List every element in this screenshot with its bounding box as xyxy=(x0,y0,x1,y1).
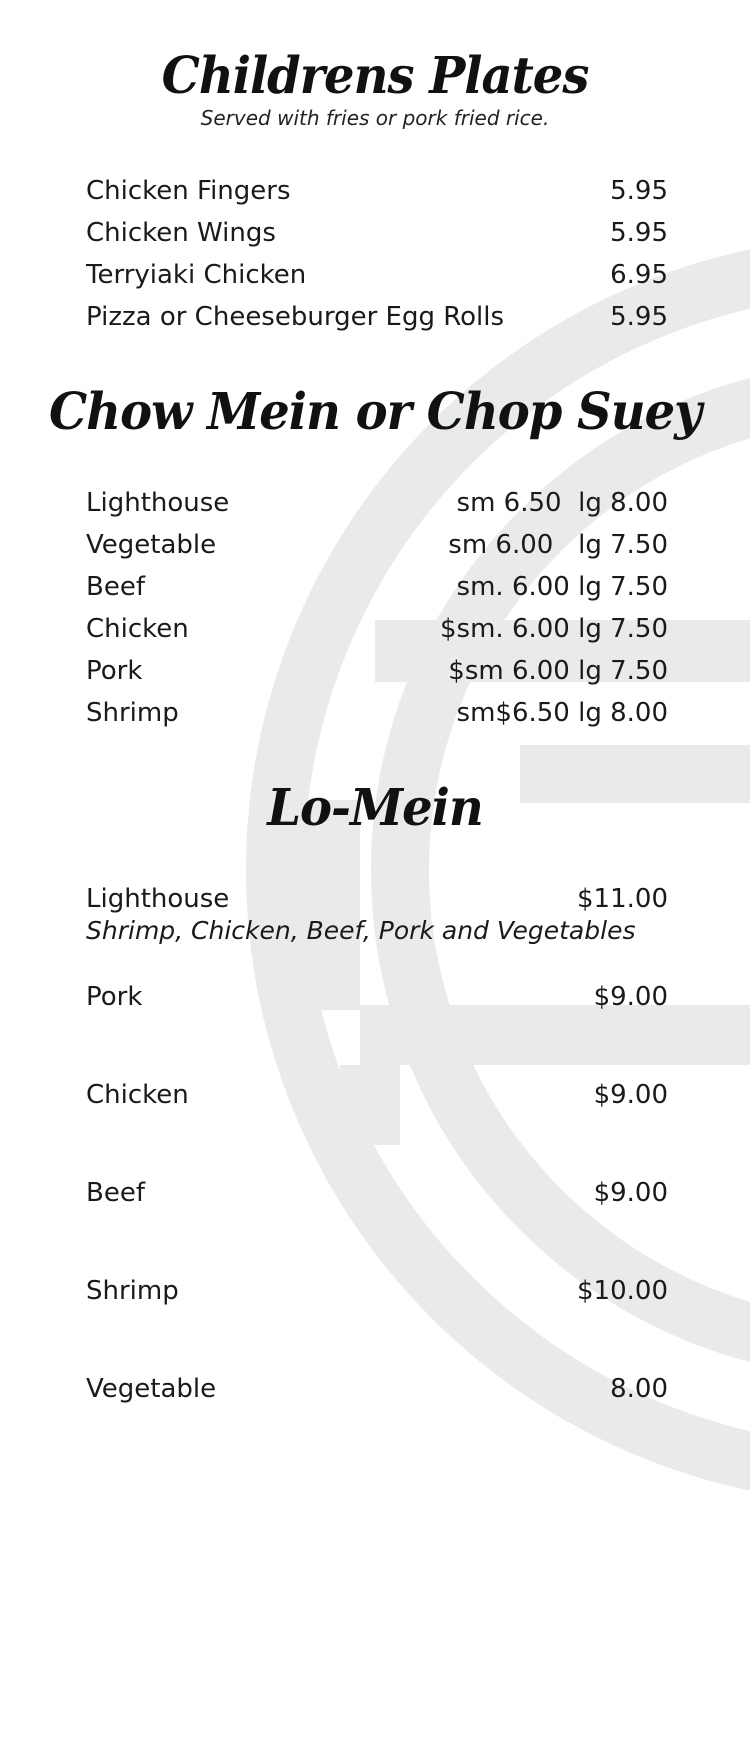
item-name: Lighthouse xyxy=(86,488,230,518)
item-name: Terryiaki Chicken xyxy=(86,260,307,290)
item-name: Pork xyxy=(86,656,143,686)
item-name: Pizza or Cheeseburger Egg Rolls xyxy=(86,302,505,332)
list-item xyxy=(86,1176,668,1210)
item-name: Shrimp xyxy=(86,698,179,728)
item-price: 6.95 xyxy=(610,260,668,290)
item-price: $9.00 xyxy=(593,982,668,1012)
item-price: sm. 6.00 lg 7.50 xyxy=(456,572,668,602)
item-name: Vegetable xyxy=(86,1374,217,1404)
item-name: Vegetable xyxy=(86,530,217,560)
list-item xyxy=(86,258,668,292)
list-item xyxy=(86,1372,668,1406)
list-item xyxy=(86,300,668,334)
list-item xyxy=(86,696,668,730)
list-item xyxy=(86,980,668,1014)
list-item xyxy=(86,882,668,916)
item-name: Lighthouse xyxy=(86,884,230,914)
list-item xyxy=(86,528,668,562)
item-price: sm 6.00 lg 7.50 xyxy=(448,530,668,560)
item-price: $9.00 xyxy=(593,1080,668,1110)
childrens-plates-title: Childrens Plates xyxy=(161,46,589,106)
childrens-plates-subtitle: Served with fries or pork fried rice. xyxy=(200,106,550,130)
list-item xyxy=(86,174,668,208)
item-price: 5.95 xyxy=(610,218,668,248)
item-price: sm 6.50 lg 8.00 xyxy=(456,488,668,518)
chow-mein-title: Chow Mein or Chop Suey xyxy=(48,382,702,442)
item-price: $10.00 xyxy=(577,1276,668,1306)
item-name: Pork xyxy=(86,982,143,1012)
item-price: 8.00 xyxy=(610,1374,668,1404)
item-name: Chicken Wings xyxy=(86,218,276,248)
item-price: $sm 6.00 lg 7.50 xyxy=(448,656,668,686)
item-price: 5.95 xyxy=(610,302,668,332)
item-name: Beef xyxy=(86,1178,145,1208)
list-item xyxy=(86,612,668,646)
item-name: Chicken Fingers xyxy=(86,176,291,206)
list-item xyxy=(86,216,668,250)
item-price: $sm. 6.00 lg 7.50 xyxy=(440,614,668,644)
item-price: $11.00 xyxy=(577,884,668,914)
item-price: $9.00 xyxy=(593,1178,668,1208)
item-price: 5.95 xyxy=(610,176,668,206)
list-item xyxy=(86,1078,668,1112)
list-item xyxy=(86,570,668,604)
list-item xyxy=(86,1274,668,1308)
lo-mein-title: Lo-Mein xyxy=(267,778,483,838)
item-name: Beef xyxy=(86,572,145,602)
item-name: Chicken xyxy=(86,614,189,644)
list-item xyxy=(86,486,668,520)
item-name: Chicken xyxy=(86,1080,189,1110)
item-price: sm$6.50 lg 8.00 xyxy=(456,698,668,728)
list-item xyxy=(86,654,668,688)
item-description: Shrimp, Chicken, Beef, Pork and Vegetables xyxy=(86,916,636,945)
item-name: Shrimp xyxy=(86,1276,179,1306)
